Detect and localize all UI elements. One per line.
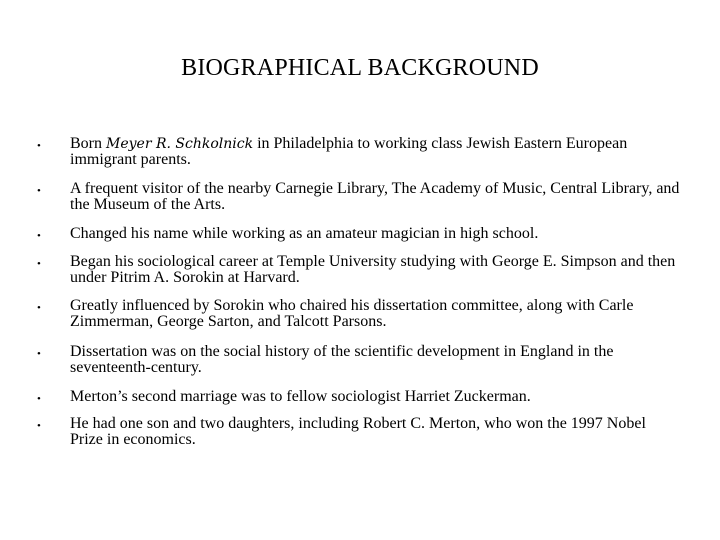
bullet-text: He had one son and two daughters, including Robert C. Merton, who won the 1997 Nobel Prize in economics. [70, 415, 646, 448]
bullet-text [70, 136, 680, 168]
bullet-dot: • [37, 140, 41, 152]
bullet-dot: • [37, 393, 41, 405]
bullet-dot: • [37, 348, 41, 360]
bullet-text: A frequent visitor of the nearby Carnegie Library, The Academy of Music, Central Library, and the Museum of the Arts. [70, 180, 680, 213]
bullet-dot: • [37, 258, 41, 270]
bullet-dot: • [37, 302, 41, 314]
bullet-dot: • [37, 420, 41, 432]
slide-title: BIOGRAPHICAL BACKGROUND [181, 55, 539, 81]
bullet-text-pre: Born [70, 135, 106, 152]
bullet-dot: • [37, 230, 41, 242]
bullet-text: Dissertation was on the social history of the scientific development in England in the seventeenth-century. [70, 343, 614, 376]
bullet-text-post: in Philadelphia to working class Jewish Eastern European immigrant parents. [70, 135, 628, 168]
birth-name: Meyer R. Schkolnick [106, 136, 254, 152]
bullet-text: Merton’s second marriage was to fellow sociologist Harriet Zuckerman. [70, 388, 531, 405]
bullet-text: Changed his name while working as an amateur magician in high school. [70, 225, 539, 242]
bullet-text: Greatly influenced by Sorokin who chaired his dissertation committee, along with Carle Zimmerman, George Sarton, and Talcott Parsons. [70, 297, 634, 330]
bullet-text: Began his sociological career at Temple University studying with George E. Simpson and then under Pitrim A. Sorokin at Harvard. [70, 253, 676, 286]
bullet-dot: • [37, 185, 41, 197]
